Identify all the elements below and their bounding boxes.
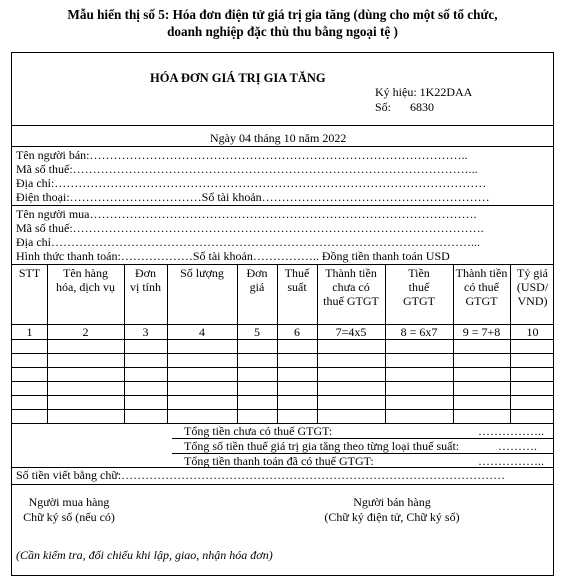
table-index-cell: 4	[199, 325, 205, 339]
table-header-cell	[385, 266, 453, 308]
seller-signature-note: (Chữ ký điện tử, Chữ ký số)	[324, 510, 460, 524]
seller-name: Tên người bán:…………………………………………………………………………………..	[16, 148, 468, 162]
table-index-cell: 2	[82, 325, 89, 339]
table-index-cell: 3	[142, 325, 149, 339]
table-header-cell	[237, 266, 277, 294]
table-header-text: Đơn	[246, 266, 268, 280]
table-header-text: Thuế	[284, 266, 310, 280]
total-tax-by-rate-value: ……….	[498, 439, 537, 453]
amount-in-words: Số tiền viết bằng chữ:……………………………………………………………………………………	[16, 468, 506, 482]
table-header-text: (USD/	[516, 280, 549, 294]
table-row	[12, 395, 555, 409]
total-after-tax-label: Tổng tiền thanh toán đã có thuế GTGT:	[184, 454, 374, 468]
invoice-number-value: 6830	[410, 100, 434, 114]
sample-caption-line-1: Mẫu hiển thị số 5: Hóa đơn điện tử giá trị gia tăng (dùng cho một số tổ chức,	[67, 7, 498, 22]
divider	[12, 125, 553, 126]
table-header-text: thuế GTGT	[323, 294, 379, 308]
table-top-border	[12, 264, 553, 265]
sample-caption-line-2: doanh nghiệp đặc thù thu bằng ngoại tệ )	[167, 24, 398, 39]
buyer-signature-title: Người mua hàng	[28, 495, 110, 509]
table-header-cell	[510, 266, 555, 308]
table-header-text: GTGT	[403, 294, 435, 308]
table-row	[12, 409, 555, 423]
table-header-text: Thành tiền	[325, 266, 377, 280]
table-header-text: giá	[249, 280, 265, 294]
table-row	[12, 339, 555, 353]
table-header-cell	[277, 266, 317, 294]
total-before-tax-label: Tổng tiền chưa có thuế GTGT:	[184, 424, 333, 438]
table-header-text: vị tính	[129, 280, 161, 294]
table-header-text: Thành tiền	[455, 266, 508, 280]
invoice-date: Ngày 04 tháng 10 năm 2022	[210, 131, 347, 145]
table-header-text: Số lượng	[180, 266, 224, 280]
table-header-text: Đơn	[134, 266, 156, 280]
footer-note: (Cần kiểm tra, đối chiếu khi lập, giao, nhận hóa đơn)	[16, 548, 273, 562]
buyer-payment-method: Hình thức thanh toán:………………Số tài khoản…………….. Đồng tiền thanh toán USD	[16, 249, 450, 263]
divider	[12, 205, 553, 206]
table-row	[12, 381, 555, 395]
table-row	[12, 353, 555, 367]
table-index-cell: 8 = 6x7	[400, 325, 438, 339]
table-index-cell: 5	[254, 325, 260, 339]
table-row	[12, 367, 555, 381]
table-header-text: Tiền	[408, 266, 430, 280]
table-header-text: suất	[287, 280, 307, 294]
invoice-title: HÓA ĐƠN GIÁ TRỊ GIA TĂNG	[150, 71, 326, 85]
buyer-address: Địa chỉ……………………………………………………………………………………………...	[16, 235, 480, 249]
table-index-cell: 6	[294, 325, 300, 339]
total-tax-by-rate-label: Tổng số tiền thuế giá trị gia tăng theo từng loại thuế suất:	[184, 439, 460, 453]
table-header-text: GTGT	[465, 294, 498, 308]
table-header-cell	[317, 266, 385, 308]
invoice-symbol: Ký hiệu: 1K22DAA	[375, 85, 473, 99]
seller-tax-code: Mã số thuế:………………………………………………………………………………………...	[16, 162, 478, 176]
table-header-cell	[167, 266, 237, 280]
table-index-cell: 9 = 7+8	[462, 325, 501, 339]
table-header-text: Tỷ giá	[517, 266, 548, 280]
seller-address: Địa chỉ:………………………………………………………………………………………………	[16, 176, 487, 190]
table-header-text: hóa, dịch vụ	[56, 280, 115, 294]
buyer-tax-code: Mã số thuế:………………………………………………………………………………………….	[16, 221, 484, 235]
invoice-number-label: Số:	[375, 100, 392, 114]
table-index-cell: 10	[526, 325, 539, 339]
table-header-text: có thuế	[464, 280, 499, 294]
invoice-frame	[11, 52, 554, 576]
table-header-text: VND)	[517, 294, 548, 308]
total-before-tax-value: ……………..	[478, 424, 544, 438]
table-header-cell	[12, 266, 47, 280]
seller-signature-title: Người bán hàng	[353, 495, 431, 509]
divider	[12, 484, 553, 485]
divider	[12, 146, 553, 147]
table-header-text: Tên hàng	[63, 266, 108, 280]
table-index-cell: 1	[26, 325, 33, 339]
buyer-signature-note: Chữ ký số (nếu có)	[23, 510, 115, 524]
table-header-cell	[453, 266, 510, 308]
total-after-tax-value: ……………..	[478, 454, 544, 468]
table-index-cell: 7=4x5	[335, 325, 367, 339]
buyer-name: Tên người mua…………………………………………………………………………………….	[16, 207, 477, 221]
table-header-text: thuế	[408, 280, 430, 294]
seller-phone-account: Điện thoại:……………………………Số tài khoản…………………………………………………	[16, 190, 490, 204]
table-header-text: chưa có	[332, 280, 370, 294]
table-header-cell	[124, 266, 167, 294]
table-header-text: STT	[18, 266, 41, 280]
table-header-cell	[47, 266, 124, 294]
